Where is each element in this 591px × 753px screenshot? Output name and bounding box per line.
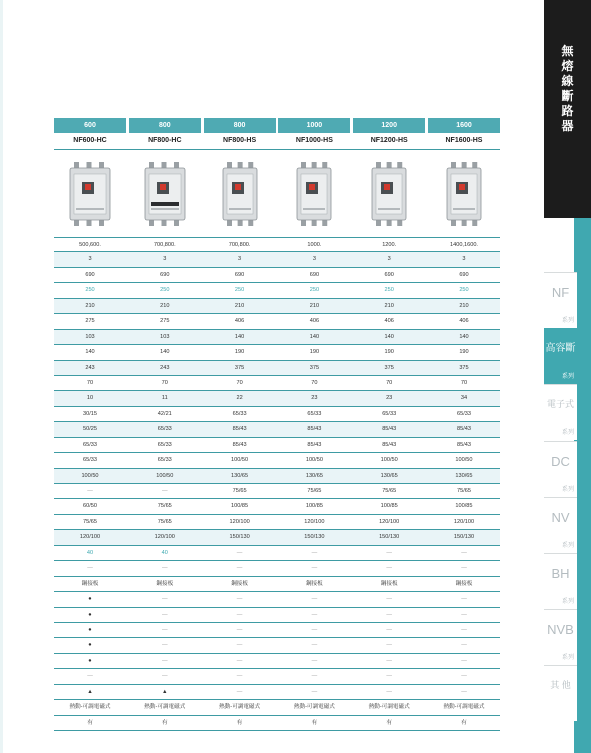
- table-cell: 85/43: [382, 426, 397, 433]
- table-cell: 熱動-可調電磁式: [144, 704, 186, 711]
- circuit-breaker-icon: [278, 160, 350, 228]
- circuit-breaker-icon: [428, 160, 500, 228]
- table-cell: 1000.: [307, 242, 322, 248]
- table-cell: 375: [384, 364, 394, 371]
- sidebar-title-char: 線: [561, 74, 575, 88]
- table-cell: 120/100: [453, 518, 475, 525]
- table-cell: —: [236, 673, 243, 680]
- table-cell: 690: [309, 271, 320, 278]
- table-row: [54, 484, 500, 499]
- table-cell: 85/43: [307, 441, 322, 448]
- table-cell: 1200.: [382, 242, 397, 248]
- table-cell: 120/100: [154, 534, 175, 541]
- table-cell: 40: [161, 549, 168, 556]
- table-cell: 210: [459, 302, 469, 309]
- table-row: [54, 577, 500, 592]
- table-cell: 700,800.: [228, 242, 251, 248]
- table-cell: 375: [459, 364, 469, 371]
- tab-sublabel: 系列: [561, 486, 574, 493]
- table-cell: 60/50: [83, 503, 97, 510]
- table-cell: 140: [459, 333, 469, 340]
- table-cell: —: [386, 673, 392, 680]
- tab-label: DC: [551, 453, 570, 469]
- table-cell: —: [162, 626, 168, 633]
- table-cell: —: [461, 673, 467, 680]
- table-cell: 75/65: [307, 488, 322, 494]
- sidebar-title-char: 器: [561, 119, 575, 133]
- table-row: [54, 685, 500, 700]
- table-row: [54, 530, 500, 545]
- table-cell: 有: [311, 719, 318, 726]
- table-cell: —: [236, 642, 243, 649]
- table-cell: 75/65: [83, 518, 97, 525]
- table-cell: —: [311, 549, 318, 556]
- tab-sublabel: 系列: [561, 599, 574, 605]
- table-cell: —: [236, 611, 243, 618]
- table-cell: —: [386, 688, 392, 695]
- table-cell: —: [162, 673, 168, 680]
- table-row: [54, 515, 500, 530]
- table-cell: 40: [86, 549, 94, 556]
- table-cell: 65/33: [456, 410, 471, 417]
- table-row: [54, 376, 500, 391]
- table-cell: 65/33: [382, 410, 397, 417]
- table-cell: —: [236, 596, 243, 603]
- table-cell: 275: [85, 318, 95, 325]
- table-cell: 406: [309, 318, 320, 325]
- table-cell: —: [236, 626, 243, 633]
- circuit-breaker-icon: [129, 160, 201, 228]
- table-cell: 150/130: [229, 534, 250, 541]
- table-cell: 406: [459, 318, 469, 325]
- table-row: [54, 638, 500, 653]
- model-name-cell: NF800-HS: [223, 137, 257, 144]
- table-cell: —: [461, 565, 467, 572]
- tab-label: BH: [551, 566, 570, 581]
- table-cell: 103: [85, 333, 95, 340]
- table-cell: —: [236, 565, 243, 572]
- tab-sublabel: 系列: [561, 655, 574, 662]
- model-name-cell: NF1200-HS: [370, 137, 408, 144]
- table-cell: 140: [384, 333, 394, 340]
- table-cell: 210: [85, 302, 95, 309]
- tab-sublabel: 系列: [561, 318, 574, 324]
- table-cell: 130/65: [305, 472, 323, 479]
- table-row: [54, 654, 500, 669]
- tab-label: NVB: [547, 622, 574, 638]
- table-cell: 50/25: [83, 426, 97, 433]
- table-cell: 150/130: [304, 534, 325, 541]
- table-cell: 190: [234, 349, 245, 356]
- table-cell: 190: [459, 349, 469, 356]
- table-row: [54, 407, 500, 422]
- table-cell: 406: [384, 318, 394, 325]
- table-cell: 210: [234, 302, 245, 309]
- table-cell: 250: [160, 287, 170, 294]
- table-cell: —: [87, 673, 93, 680]
- table-row: [54, 592, 500, 607]
- table-cell: 70: [161, 379, 168, 386]
- table-cell: —: [311, 611, 318, 618]
- table-row: [54, 283, 500, 298]
- table-cell: 690: [234, 271, 245, 278]
- table-cell: —: [162, 488, 168, 494]
- model-name-cell: NF1600-HS: [445, 137, 483, 144]
- table-cell: 85/43: [456, 426, 471, 433]
- table-cell: 22: [236, 395, 243, 402]
- circuit-breaker-icon: [353, 160, 425, 228]
- frame-header-cell: 800: [129, 118, 201, 133]
- table-cell: 熱動-可調電磁式: [368, 704, 410, 711]
- tab-label: 電子式: [546, 399, 574, 410]
- table-cell: 熱動-可調電磁式: [219, 704, 261, 711]
- table-cell: 熱動-可調電磁式: [293, 704, 335, 711]
- sidebar-title: [558, 44, 578, 134]
- table-row: [54, 345, 500, 360]
- tab-label: 高容斷: [545, 343, 576, 355]
- table-cell: 3: [238, 256, 242, 263]
- table-cell: 250: [85, 287, 95, 294]
- tab-3[interactable]: [544, 384, 577, 440]
- tab-7[interactable]: [544, 609, 577, 665]
- table-cell: 鋼接板: [81, 580, 99, 587]
- table-cell: ▲: [162, 688, 168, 695]
- table-cell: 有: [461, 719, 467, 726]
- table-cell: ●: [88, 626, 92, 633]
- table-cell: ●: [88, 596, 92, 603]
- table-cell: 23: [386, 395, 393, 402]
- table-row: [54, 314, 500, 329]
- table-row: [54, 299, 500, 314]
- tab-sublabel: 系列: [561, 374, 574, 381]
- tab-6[interactable]: [544, 553, 577, 609]
- frame-header-cell: 1000: [278, 118, 350, 133]
- table-cell: 42/21: [157, 410, 172, 417]
- table-cell: 鋼接板: [231, 580, 248, 587]
- table-cell: —: [162, 642, 168, 649]
- table-cell: 75/65: [157, 503, 172, 510]
- tab-8[interactable]: [544, 665, 577, 721]
- table-cell: 11: [161, 395, 168, 402]
- table-cell: 1400,1600.: [449, 242, 478, 248]
- table-cell: 100/85: [305, 503, 323, 510]
- table-cell: —: [311, 657, 318, 664]
- table-cell: 700,800.: [153, 242, 176, 248]
- table-cell: 243: [85, 364, 95, 371]
- table-cell: 65/33: [307, 410, 322, 417]
- table-cell: 有: [161, 719, 168, 726]
- table-cell: 75/65: [382, 488, 397, 494]
- table-cell: 250: [234, 287, 245, 294]
- table-cell: 130/65: [231, 472, 249, 479]
- table-cell: 100/50: [305, 457, 323, 464]
- table-cell: 690: [384, 271, 394, 278]
- tab-label: NF: [551, 285, 570, 300]
- table-cell: 100/85: [380, 503, 398, 510]
- sidebar-header: [544, 0, 591, 218]
- table-cell: —: [461, 626, 467, 633]
- table-cell: —: [311, 565, 318, 572]
- table-cell: 120/100: [79, 534, 101, 541]
- table-cell: 30/15: [83, 410, 97, 417]
- tab-label: NV: [551, 509, 570, 525]
- table-row: [54, 561, 500, 576]
- table-cell: 210: [384, 302, 394, 309]
- table-cell: 23: [311, 395, 318, 402]
- table-cell: 250: [309, 287, 320, 294]
- tab-label: 其 他: [550, 680, 571, 691]
- table-cell: —: [461, 611, 467, 618]
- table-cell: 鋼接板: [156, 580, 174, 587]
- table-cell: 103: [160, 333, 170, 340]
- table-cell: —: [461, 596, 467, 603]
- table-cell: 75/65: [456, 488, 471, 494]
- table-cell: 70: [86, 379, 94, 386]
- table-cell: 140: [85, 349, 95, 356]
- table-cell: 3: [312, 256, 316, 263]
- table-cell: 有: [386, 719, 392, 726]
- tab-2[interactable]: [544, 328, 577, 384]
- table-cell: —: [386, 626, 392, 633]
- table-cell: 250: [459, 287, 469, 294]
- table-row: [54, 716, 500, 731]
- table-cell: ●: [88, 657, 92, 664]
- table-row: [54, 237, 500, 252]
- table-cell: —: [236, 657, 243, 664]
- table-cell: 85/43: [456, 441, 471, 448]
- table-cell: 190: [309, 349, 320, 356]
- table-row: [54, 623, 500, 638]
- table-cell: 140: [160, 349, 170, 356]
- table-cell: —: [311, 642, 318, 649]
- table-cell: 有: [236, 719, 243, 726]
- frame-header-cell: 1600: [428, 118, 500, 133]
- spec-data-rows: [54, 237, 500, 731]
- table-cell: 190: [384, 349, 394, 356]
- table-cell: 85/43: [307, 426, 322, 433]
- table-cell: —: [87, 488, 93, 494]
- sidebar-title-char: 無: [561, 44, 575, 58]
- table-cell: —: [386, 611, 392, 618]
- table-cell: 100/50: [231, 457, 249, 464]
- model-name-cell: NF600-HC: [73, 137, 107, 144]
- table-cell: 熱動-可調電磁式: [443, 704, 485, 711]
- table-cell: 65/33: [157, 441, 172, 448]
- table-cell: 100/50: [380, 457, 398, 464]
- table-cell: 有: [87, 719, 93, 726]
- table-cell: 3: [163, 256, 167, 263]
- table-cell: 65/33: [157, 457, 172, 464]
- table-cell: 120/100: [229, 518, 250, 525]
- table-cell: 690: [85, 271, 95, 278]
- table-cell: 150/130: [453, 534, 475, 541]
- table-cell: 100/85: [231, 503, 249, 510]
- table-cell: 34: [460, 395, 468, 402]
- table-cell: 210: [160, 302, 170, 309]
- table-row: [54, 669, 500, 684]
- circuit-breaker-icon: [204, 160, 276, 228]
- table-cell: 3: [462, 256, 466, 263]
- table-cell: —: [236, 688, 243, 695]
- table-cell: 500,600.: [79, 242, 101, 248]
- table-cell: —: [311, 673, 318, 680]
- table-cell: 65/33: [157, 426, 172, 433]
- table-cell: 120/100: [379, 518, 400, 525]
- table-cell: 275: [160, 318, 170, 325]
- table-row: [54, 499, 500, 514]
- table-cell: —: [236, 549, 243, 556]
- table-cell: 120/100: [304, 518, 325, 525]
- table-cell: 375: [234, 364, 245, 371]
- table-cell: 100/50: [455, 457, 473, 464]
- table-row: [54, 330, 500, 345]
- table-cell: —: [87, 565, 93, 572]
- table-cell: 3: [387, 256, 391, 263]
- table-cell: 140: [234, 333, 245, 340]
- frame-header-row: [54, 118, 500, 133]
- table-cell: 70: [386, 379, 393, 386]
- table-cell: —: [461, 688, 467, 695]
- table-cell: 210: [309, 302, 320, 309]
- table-cell: —: [162, 565, 168, 572]
- tab-sublabel: 系列: [561, 430, 574, 437]
- table-cell: 70: [311, 379, 318, 386]
- table-cell: 70: [236, 379, 243, 386]
- table-row: [54, 438, 500, 453]
- left-margin-strip: [0, 0, 3, 753]
- table-cell: 690: [160, 271, 170, 278]
- table-row: [54, 391, 500, 406]
- table-cell: —: [386, 657, 392, 664]
- table-cell: 75/65: [157, 518, 172, 525]
- table-cell: ●: [88, 611, 92, 618]
- table-cell: 75/65: [232, 488, 247, 494]
- table-cell: —: [162, 596, 168, 603]
- frame-header-cell: 800: [204, 118, 276, 133]
- table-cell: 100/85: [455, 503, 473, 510]
- table-cell: —: [386, 565, 392, 572]
- table-cell: 熱動-可調電磁式: [69, 704, 111, 711]
- tab-1[interactable]: [544, 272, 577, 328]
- table-row: [54, 608, 500, 623]
- table-cell: 65/33: [83, 457, 97, 464]
- model-row: [54, 133, 500, 150]
- table-cell: 100/50: [156, 472, 174, 479]
- table-cell: 250: [384, 287, 394, 294]
- table-cell: —: [461, 642, 467, 649]
- table-cell: 65/33: [232, 410, 247, 417]
- product-image-row: [54, 150, 500, 238]
- table-row: [54, 422, 500, 437]
- table-cell: 10: [86, 395, 94, 402]
- table-row: [54, 546, 500, 561]
- table-row: [54, 268, 500, 283]
- table-cell: —: [162, 657, 168, 664]
- table-cell: 130/65: [455, 472, 473, 479]
- table-row: [54, 469, 500, 484]
- table-cell: 鋼接板: [380, 580, 398, 587]
- table-cell: —: [386, 642, 392, 649]
- table-cell: —: [386, 549, 392, 556]
- table-cell: 130/65: [380, 472, 398, 479]
- table-cell: —: [311, 688, 318, 695]
- table-cell: 3: [88, 256, 92, 263]
- sidebar-title-char: 路: [561, 104, 575, 118]
- spec-table: [54, 118, 500, 726]
- table-cell: —: [461, 549, 467, 556]
- table-cell: 690: [459, 271, 469, 278]
- frame-header-cell: 600: [54, 118, 126, 133]
- table-cell: 85/43: [232, 441, 247, 448]
- table-cell: 85/43: [382, 441, 397, 448]
- table-cell: 243: [160, 364, 170, 371]
- table-cell: —: [311, 596, 318, 603]
- table-row: [54, 453, 500, 468]
- table-cell: 150/130: [379, 534, 400, 541]
- tab-4[interactable]: [544, 441, 577, 497]
- tab-5[interactable]: [544, 497, 577, 553]
- table-cell: 85/43: [232, 426, 247, 433]
- table-cell: —: [162, 611, 168, 618]
- frame-header-cell: 1200: [353, 118, 425, 133]
- sidebar-title-char: 熔: [561, 59, 575, 73]
- model-name-cell: NF800-HC: [148, 137, 182, 144]
- table-cell: 375: [309, 364, 320, 371]
- table-cell: 406: [234, 318, 245, 325]
- table-row: [54, 361, 500, 376]
- table-cell: 100/50: [81, 472, 99, 479]
- table-cell: 65/33: [83, 441, 97, 448]
- model-name-cell: NF1000-HS: [295, 137, 333, 144]
- table-cell: ●: [88, 642, 92, 649]
- table-cell: 140: [309, 333, 320, 340]
- table-cell: ▲: [87, 688, 93, 695]
- table-cell: 鋼接板: [305, 580, 323, 587]
- table-cell: 鋼接板: [455, 580, 473, 587]
- table-cell: 70: [460, 379, 468, 386]
- sidebar-title-char: 斷: [561, 89, 575, 103]
- circuit-breaker-icon: [54, 160, 126, 228]
- table-row: [54, 252, 500, 267]
- tab-sublabel: 系列: [561, 542, 574, 549]
- table-cell: —: [311, 626, 318, 633]
- table-row: [54, 700, 500, 715]
- table-cell: —: [386, 596, 392, 603]
- table-cell: —: [461, 657, 467, 664]
